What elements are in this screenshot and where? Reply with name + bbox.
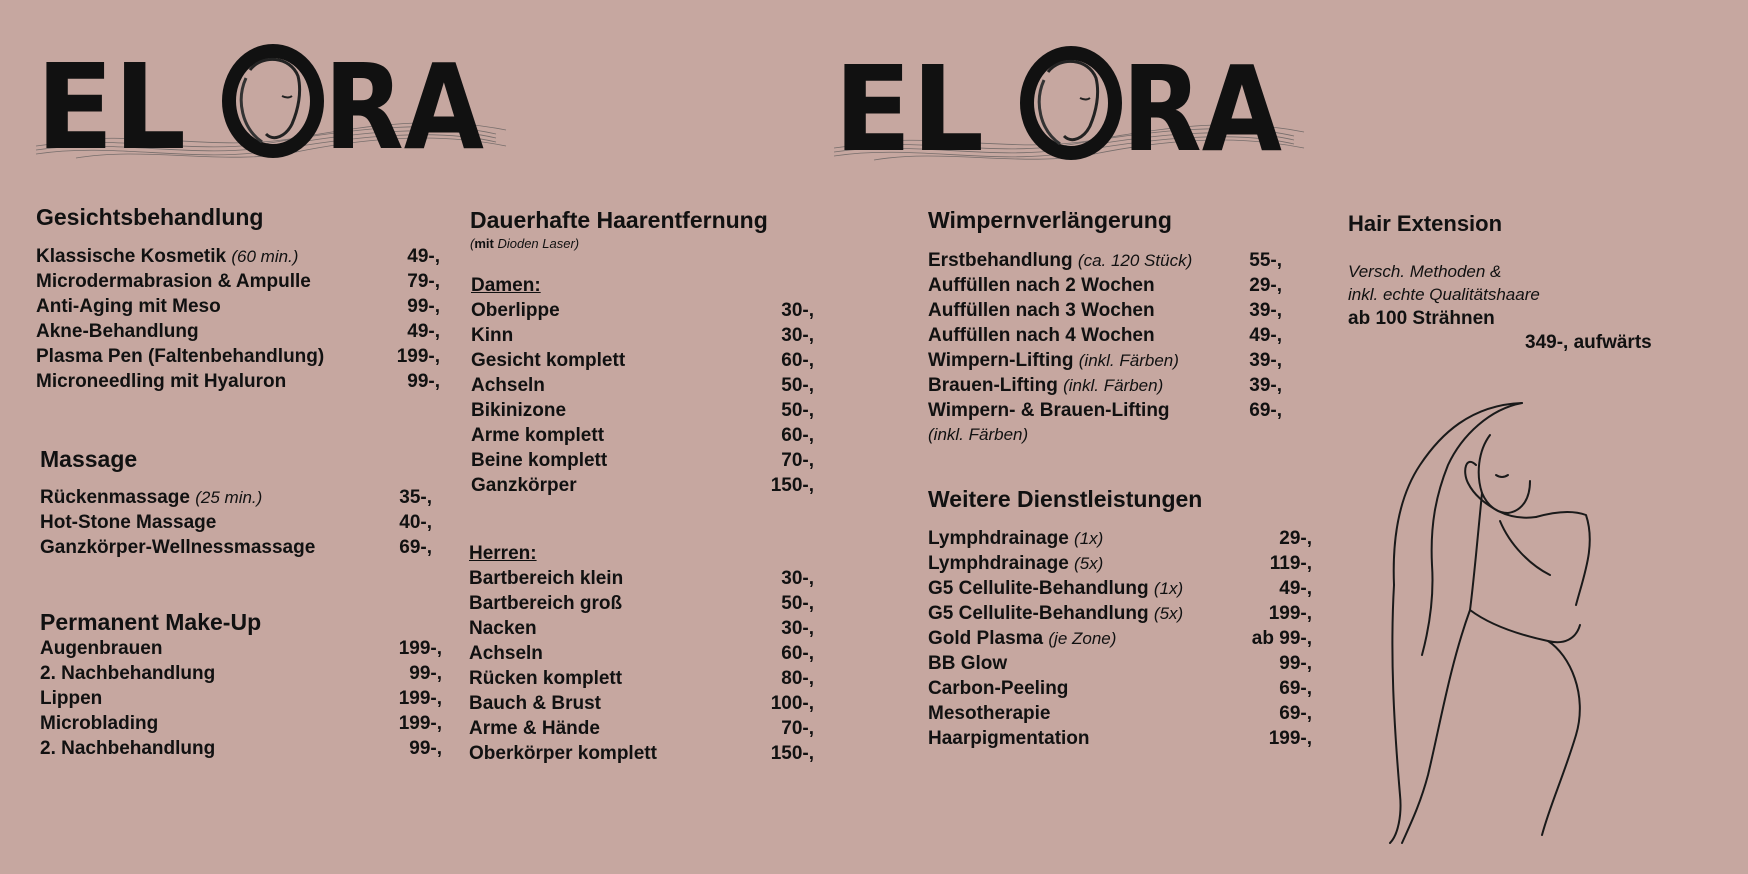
- price-row: Akne-Behandlung 49-,: [36, 321, 440, 342]
- price: 30-,: [781, 325, 814, 346]
- price: 70-,: [781, 450, 814, 471]
- price-row: Oberkörper komplett 150-,: [469, 743, 814, 764]
- section-title-gesicht: Gesichtsbehandlung: [36, 204, 264, 230]
- woman-face-portrait-icon: [1027, 53, 1115, 153]
- price-row: Haarpigmentation 199-,: [928, 728, 1312, 749]
- price-row: Arme komplett 60-,: [471, 425, 814, 446]
- woman-line-art-icon: [1380, 395, 1620, 845]
- section-title-hair-extension: Hair Extension: [1348, 211, 1503, 236]
- price-row: Erstbehandlung (ca. 120 Stück) 55-,: [928, 250, 1282, 271]
- price: 199-,: [1268, 603, 1312, 624]
- price: 39-,: [1249, 300, 1282, 321]
- price-row: Hot-Stone Massage 40-,: [40, 512, 432, 533]
- section-title-pmu: Permanent Make-Up: [40, 609, 262, 635]
- price: 99-,: [1279, 653, 1312, 674]
- price-row: Microneedling mit Hyaluron 99-,: [36, 371, 440, 392]
- price-row: Achseln 60-,: [469, 643, 814, 664]
- price: 30-,: [781, 618, 814, 639]
- price: 60-,: [781, 643, 814, 664]
- price-row: Rücken komplett 80-,: [469, 668, 814, 689]
- price: 30-,: [781, 568, 814, 589]
- price: 99-,: [407, 296, 440, 317]
- price: 50-,: [781, 400, 814, 421]
- price-row: Brauen-Lifting (inkl. Färben) 39-,: [928, 375, 1282, 396]
- price-row: G5 Cellulite-Behandlung (1x) 49-,: [928, 578, 1312, 599]
- price: 50-,: [781, 593, 814, 614]
- hair-extension-line2: inkl. echte Qualitätshaare: [1348, 285, 1540, 304]
- price-row: 2. Nachbehandlung 99-,: [40, 738, 442, 759]
- price: 39-,: [1249, 375, 1282, 396]
- price: 150-,: [770, 743, 814, 764]
- logo-letters-left: EL: [834, 40, 984, 175]
- price: 99-,: [409, 663, 442, 684]
- price-row: Ganzkörper-Wellnessmassage 69-,: [40, 537, 432, 558]
- price-row: Beine komplett 70-,: [471, 450, 814, 471]
- price-row: Mesotherapie 69-,: [928, 703, 1312, 724]
- price: 150-,: [770, 475, 814, 496]
- price: 39-,: [1249, 350, 1282, 371]
- price-row: 2. Nachbehandlung 99-,: [40, 663, 442, 684]
- price-row: Lymphdrainage (1x) 29-,: [928, 528, 1312, 549]
- price: 29-,: [1249, 275, 1282, 296]
- price-row: Kinn 30-,: [471, 325, 814, 346]
- price-row: Anti-Aging mit Meso 99-,: [36, 296, 440, 317]
- price: 35-,: [399, 487, 432, 508]
- price: ab 99-,: [1251, 628, 1312, 649]
- price-row: Gesicht komplett 60-,: [471, 350, 814, 371]
- section-title-weitere: Weitere Dienstleistungen: [928, 486, 1203, 512]
- laser-note: (mit Dioden Laser): [470, 236, 580, 251]
- price-row: Auffüllen nach 3 Wochen 39-,: [928, 300, 1282, 321]
- price: 199-,: [398, 638, 442, 659]
- price: 49-,: [407, 246, 440, 267]
- section-title-massage: Massage: [40, 446, 138, 472]
- lifting-note: (inkl. Färben): [928, 425, 1029, 444]
- price: 40-,: [399, 512, 432, 533]
- price: 80-,: [781, 668, 814, 689]
- price-row: Bartbereich klein 30-,: [469, 568, 814, 589]
- section-title-haarentfernung: Dauerhafte Haarentfernung: [470, 207, 768, 233]
- section-title-wimpern: Wimpernverlängerung: [928, 207, 1172, 233]
- price: 49-,: [407, 321, 440, 342]
- woman-face-portrait-icon: [229, 51, 317, 151]
- price-row: Klassische Kosmetik (60 min.) 49-,: [36, 246, 440, 267]
- price: 50-,: [781, 375, 814, 396]
- price: 69-,: [1279, 678, 1312, 699]
- price: 99-,: [407, 371, 440, 392]
- price-row: Auffüllen nach 4 Wochen 49-,: [928, 325, 1282, 346]
- price: 69-,: [399, 537, 432, 558]
- logo-letters-right: RA: [324, 38, 484, 173]
- price-row: Wimpern-Lifting (inkl. Färben) 39-,: [928, 350, 1282, 371]
- price: 30-,: [781, 300, 814, 321]
- price-row: Bauch & Brust 100-,: [469, 693, 814, 714]
- price: 69-,: [1249, 400, 1282, 421]
- brand-logo-right: [834, 40, 1314, 175]
- brand-logo-left: [36, 38, 516, 173]
- price: 79-,: [407, 271, 440, 292]
- price-row: Auffüllen nach 2 Wochen 29-,: [928, 275, 1282, 296]
- damen-label: Damen:: [471, 275, 541, 296]
- price: 199-,: [398, 688, 442, 709]
- price-row: Achseln 50-,: [471, 375, 814, 396]
- hair-extension-line3: ab 100 Strähnen: [1348, 308, 1495, 329]
- hair-extension-price: 349-, aufwärts: [1525, 332, 1652, 353]
- price: 119-,: [1269, 553, 1312, 574]
- price: 199-,: [396, 346, 440, 367]
- price-row: Arme & Hände 70-,: [469, 718, 814, 739]
- price: 55-,: [1249, 250, 1282, 271]
- price: 49-,: [1249, 325, 1282, 346]
- price-row: Microblading 199-,: [40, 713, 442, 734]
- price: 99-,: [409, 738, 442, 759]
- price: 60-,: [781, 425, 814, 446]
- price-row: Lippen 199-,: [40, 688, 442, 709]
- hair-extension-line1: Versch. Methoden &: [1348, 262, 1502, 281]
- price: 69-,: [1279, 703, 1312, 724]
- logo-letters-left: EL: [36, 38, 186, 173]
- price-row: BB Glow 99-,: [928, 653, 1312, 674]
- price: 199-,: [1268, 728, 1312, 749]
- price-row: Ganzkörper 150-,: [471, 475, 814, 496]
- logo-letters-right: RA: [1122, 40, 1282, 175]
- price: 70-,: [781, 718, 814, 739]
- herren-label: Herren:: [469, 543, 537, 564]
- price: 29-,: [1279, 528, 1312, 549]
- price-row: Bartbereich groß 50-,: [469, 593, 814, 614]
- price-row: Lymphdrainage (5x) 119-,: [928, 553, 1312, 574]
- price: 60-,: [781, 350, 814, 371]
- price-row: Bikinizone 50-,: [471, 400, 814, 421]
- price-row: Plasma Pen (Faltenbehandlung) 199-,: [36, 346, 440, 367]
- price: 49-,: [1279, 578, 1312, 599]
- price: 199-,: [398, 713, 442, 734]
- price-row: Microdermabrasion & Ampulle 79-,: [36, 271, 440, 292]
- price-row: Augenbrauen 199-,: [40, 638, 442, 659]
- price: 100-,: [770, 693, 814, 714]
- price-row: Oberlippe 30-,: [471, 300, 814, 321]
- price-row: Gold Plasma (je Zone) ab 99-,: [928, 628, 1312, 649]
- price-row: Nacken 30-,: [469, 618, 814, 639]
- price-row: Rückenmassage (25 min.) 35-,: [40, 487, 432, 508]
- price-row: Wimpern- & Brauen-Lifting 69-,: [928, 400, 1282, 421]
- price-row: G5 Cellulite-Behandlung (5x) 199-,: [928, 603, 1312, 624]
- price-row: Carbon-Peeling 69-,: [928, 678, 1312, 699]
